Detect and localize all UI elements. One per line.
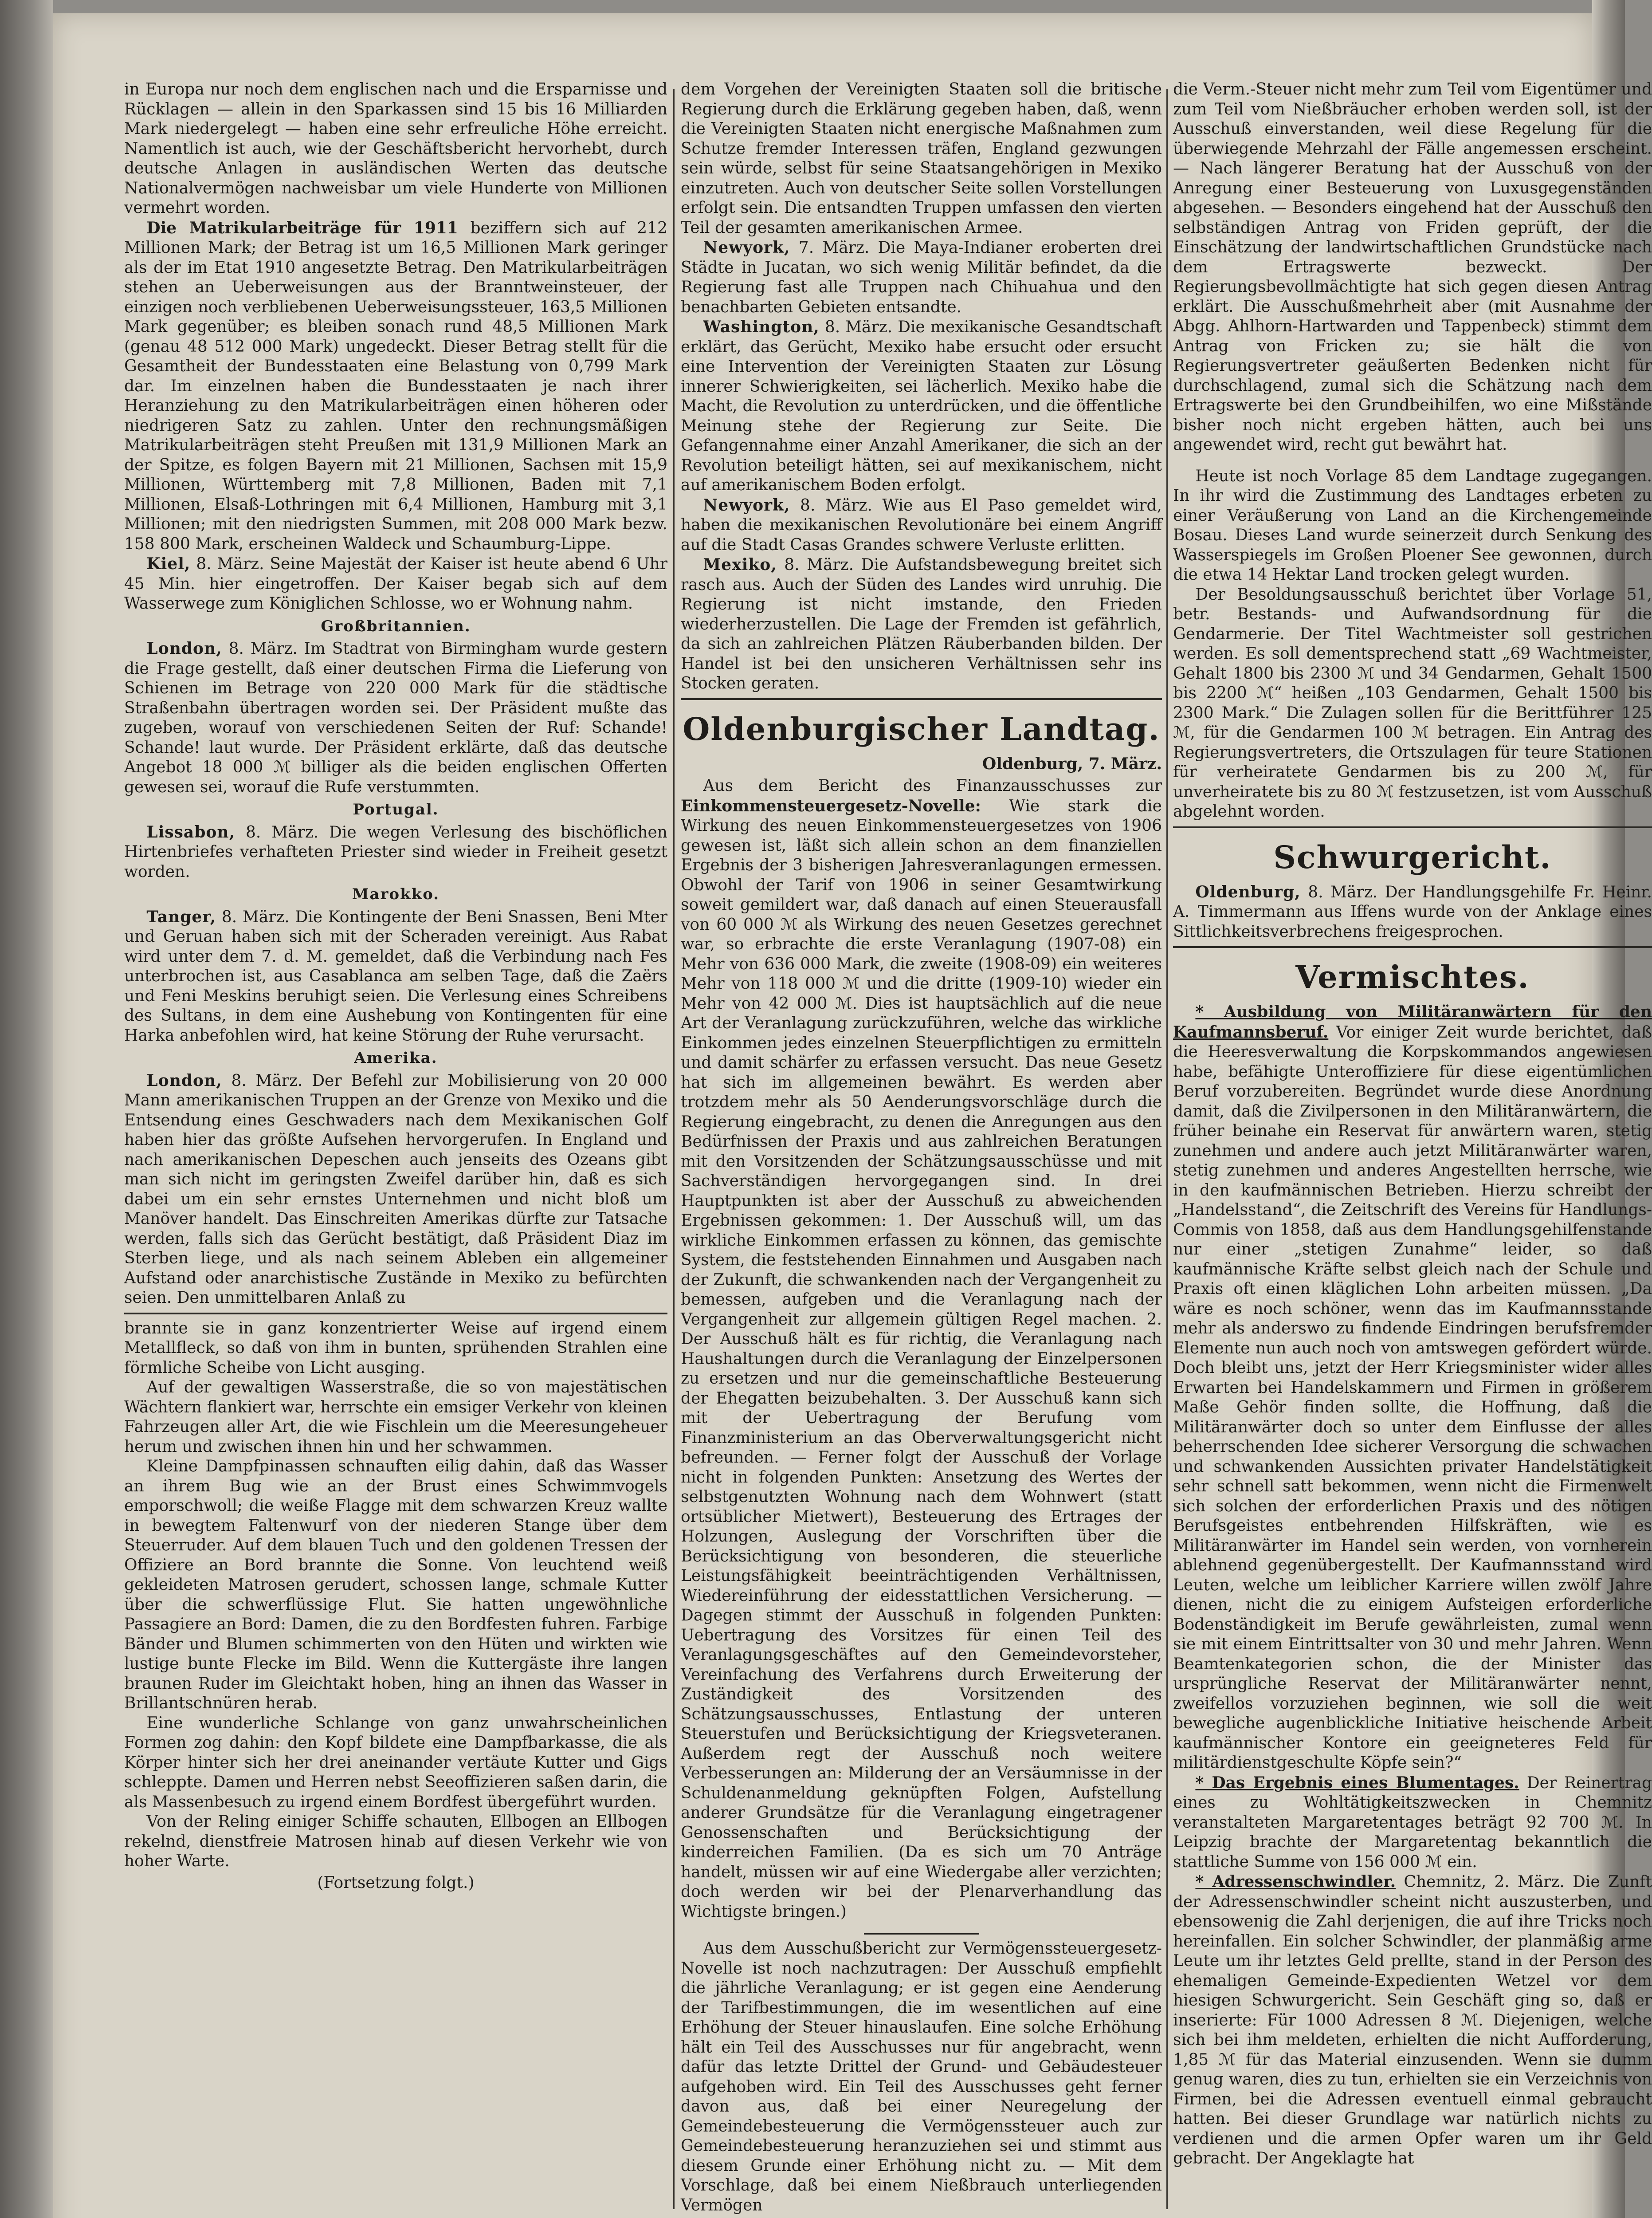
lead-phrase: * Adressenschwindler.: [1195, 1872, 1396, 1891]
dateline: Newyork,: [703, 238, 790, 257]
lead-phrase: Einkommensteuergesetz-Novelle:: [681, 796, 981, 815]
paragraph-text: Chemnitz, 2. März. Die Zunft der Adressenschwindler scheint nicht auszusterben, und ebensowenig die Zahl derjenigen, die auf ihre Tricks noch hereinfallen. Ein solcher Schwindler, der planmäßig arme Leute um ihr letztes Geld prellte, stand in der Person des ehemaligen Gemeinde-Expedienten Wetzel vor dem hiesigen Schwurgericht. Sein Geschäft ging so, daß er inserierte: Für 1000 Adressen 8 ℳ. Diejenigen, welche sich bei ihm meldeten, erhielten die nicht Aufforderung, 1,85 ℳ für das Material einzusenden. Wenn sie dumm genug waren, dies zu tun, erhielten sie ein Verzeichnis von Firmen, bei die Adressen eventuell einmal gebraucht hatten. Bei dieser Grundlage war natürlich nichts zu verdienen und die armen Opfer waren um ihr Geld gebracht. Der Angeklagte hat: [1173, 1873, 1652, 2167]
paragraph-text: Vor einiger Zeit wurde berichtet, daß die Heeresverwaltung die Korpskommandos angewiesen habe, befähigte Unteroffiziere für diese eigentümlichen Beruf vorzubereiten. Begründet wurde diese Anordnung damit, daß die Zivilpersonen in den Militäranwärtern, die früher beinahe ein Reservat für anwärtern waren, stetig zunehmen und andere auch jetzt Militäranwärter waren, stetig zunehmen und anderes Angestellten herrsche, wie in den kaufmännischen Betrieben. Hierzu schreibt der „Handelsstand“, die Zeitschrift des Vereins für Handlungs-Commis von 1858, daß aus dem Handlungsgehilfenstande nur einer „stetigen Zunahme“ leider, so daß kaufmännische Kräfte selbst gleich nach der Schule und Praxis oft einen kläglichen Lohn arbeiten müssen. „Da wäre es noch schöner, wenn das im Kaufmannsstande mehr als anderswo zu findende Eindringen berufsfremder Elemente nun auch noch von amtswegen gefördert würde. Doch bleibt uns, jetzt der Herr Kriegsminister wider alles Erwarten bei Handelskammern und Firmen in größerem Maße Gehör finden sollte, die Hoffnung, daß die Militäranwärter doch so unter dem Einflusse der alles beherrschenden Idee sicherer Versorgung die schwachen und schwankenden Aussichten privater Handelstätigkeit sehr schnell satt bekommen, wenn nicht die Firmenwelt sich solchen der erforderlichen Praxis und des nötigen Berufsgeistes entbehrenden Hilfskräften, wie es Militäranwärter im Handel sein werden, von vornherein ablehnend gegenübergestellt. Der Kaufmannsstand wird Leuten, welche um leiblicher Karriere willen zwölf Jahre dienen, nicht die zu einigem Aufsteigen erforderliche Bodenständigkeit im Berufe gewährleisten, zumal wenn sie mit einem Eintrittsalter von 30 und mehr Jahren. Wenn Beamtenkategorien schon, die der Minister das ursprüngliche Reservat der Militäranwärter nennt, zweifellos vorzuziehen beginnen, wie soll die weit bewegliche augenblickliche Initiative heischende Arbeit kaufmännischer Kontore ein geeigneteres Feld für militärdienstgeschulte Köpfe sein?“: [1173, 1023, 1652, 1772]
paragraph-text: 7. März. Die Maya-Indianer eroberten drei Städte in Jucatan, wo sich wenig Militär befindet, da die Regierung fast alle Truppen nach Chihuahua und den benachbarten Gebieten entsandte.: [681, 239, 1162, 316]
dateline: Washington,: [703, 318, 820, 336]
article-paragraph: [124, 907, 667, 1046]
country-heading: Portugal.: [353, 801, 439, 818]
dateline: Tanger,: [146, 907, 216, 926]
dateline: Newyork,: [703, 496, 790, 515]
dateline: Kiel,: [146, 554, 191, 573]
short-divider: [864, 1933, 979, 1935]
paragraph-text: 8. März. Die Aufstandsbewegung breitet sich rasch aus. Auch der Süden des Landes wird unruhig. Die Regierung ist nicht imstande, den Frieden wiederherzustellen. Die Lage der Fremden ist gefährlich, da sich an zahlreichen Plätzen Räuberbanden bilden. Der Handel ist bei den unsicheren Verhältnissen sehr ins Stocken geraten.: [681, 556, 1162, 692]
article-paragraph: dem Vorgehen der Vereinigten Staaten soll die britische Regierung durch die Erklärung gegeben haben, daß, wenn die Vereinigten Staaten nicht energische Maßnahmen zum Schutze fremder Interessen träfen, England gezwungen sein würde, selbst für seine Staatsangehörigen in Mexiko einzutreten. Auch von deutscher Seite sollen Vorstellungen erfolgt sein. Die entsandten Truppen umfassen den vierten Teil der gesamten amerikanischen Armee.: [681, 80, 1162, 237]
article-paragraph: [1173, 1773, 1652, 1872]
lead-phrase: Die Matrikularbeiträge für 1911: [146, 218, 458, 237]
country-heading: Marokko.: [352, 885, 440, 903]
article-paragraph: [124, 1071, 667, 1308]
scan-left-edge: [0, 0, 53, 2218]
paragraph-text: 8. März. Die wegen Verlesung des bischöflichen Hirtenbriefes verhafteten Priester sind wieder in Freiheit gesetzt worden.: [124, 823, 667, 881]
article-paragraph: in Europa nur noch dem englischen nach und die Ersparnisse und Rücklagen — allein in den Sparkassen sind 15 bis 16 Milliarden Mark niedergelegt — haben eine sehr erfreuliche Höhe erreicht. Namentlich ist auch, wie der Geschäftsbericht hervorhebt, durch deutsche Anlagen in ausländischen Werten das deutsche Nationalvermögen nachweisbar um viele Hunderte von Millionen vermehrt worden.: [124, 80, 667, 217]
paragraph-intro: Aus dem Bericht des Finanzausschusses zur: [703, 777, 1162, 795]
article-paragraph: [681, 496, 1162, 555]
article-paragraph: [1173, 1872, 1652, 2169]
paragraph-text: Der Reinertrag eines zu Wohltätigkeitszwecken in Chemnitz veranstalteten Margaretentages beträgt 92 700 ℳ. In Leipzig brachte der Margaretentag bekanntlich die stattliche Summe von 156 000 ℳ ein.: [1173, 1774, 1652, 1871]
column-3: [1173, 80, 1652, 2218]
dateline: Oldenburg, 7. März.: [982, 754, 1162, 773]
country-heading: Amerika.: [354, 1049, 438, 1067]
feuilleton-divider: [124, 1313, 667, 1314]
dateline: Mexiko,: [703, 555, 777, 574]
article-paragraph: [124, 639, 667, 797]
article-paragraph: [1173, 1002, 1652, 1773]
article-paragraph: [124, 822, 667, 882]
country-heading: Großbritannien.: [321, 617, 471, 635]
article-paragraph: Der Besoldungsausschuß berichtet über Vorlage 51, betr. Bestands- und Aufwandsordnung für die Gendarmerie. Der Titel Wachtmeister soll gestrichen werden. Es soll dementsprechend statt „69 Wachtmeister, Gehalt 1800 bis 2300 ℳ und 34 Gendarmen, Gehalt 1500 bis 2200 ℳ“ heißen „103 Gendarmen, Gehalt 1500 bis 2300 Mark.“ Die Zulagen sollen für die Berittführer 125 ℳ, für die Gendarmen 100 ℳ betragen. Ein Antrag des Regierungsvertreters, die Ortszulagen für teure Stationen für verheiratete Gendarmen bis zu 200 ℳ, für unverheiratete bis zu 80 ℳ festzusetzen, ist vom Ausschuß abgelehnt worden.: [1173, 585, 1652, 821]
dateline: London,: [146, 639, 222, 658]
article-paragraph: [681, 555, 1162, 694]
section-divider: [681, 698, 1162, 700]
article-paragraph: [681, 317, 1162, 496]
paragraph-text: 8. März. Die mexikanische Gesandtschaft erklärt, das Gerücht, Mexiko habe ersucht oder ersucht eine Intervention der Vereinigten Staaten zur Lösung innerer Schwierigkeiten, sei lächerlich. Mexiko habe die Macht, die Revolution zu unterdrücken, und die öffentliche Meinung stehe der Regierung zur Seite. Die Gefangennahme einer Anzahl Amerikaner, die sich an der Revolution beteiligt hätten, sei auf mexikanischem, nicht auf amerikanischem Boden erfolgt.: [681, 318, 1162, 494]
dateline: London,: [146, 1071, 222, 1090]
column-rule-right: [1166, 89, 1168, 2209]
column-rule-left: [673, 89, 675, 2209]
article-paragraph: die Verm.-Steuer nicht mehr zum Teil vom Eigentümer und zum Teil vom Nießbräucher erhoben werden soll, ist der Ausschuß einverstanden, weil diese Regelung für die überwiegende Mehrzahl der Fälle angemessen erscheint. — Nach längerer Beratung hat der Ausschuß von der Anregung einer Besteuerung von Luxusgegenständen abgesehen. — Besonders eingehend hat der Ausschuß den selbständigen Antrag von Friden geprüft, der die Einschätzung der landwirtschaftlichen Grundstücke nach dem Ertragswerte bezweckt. Der Regierungsbevollmächtigte hat sich gegen diesen Antrag erklärt. Die Ausschußmehrheit aber (mit Ausnahme der Abgg. Ahlhorn-Hartwarden und Tappenbeck) stimmt dem Antrag von Fricken zu; sie hält die von Regierungsvertreter geäußerten Bedenken nicht für durchschlagend, zumal sich die Schätzung nach dem Ertragswerte bei den Grundbeihilfen, wo eine Mißstände bisher noch nicht ergeben hätten, auch bei uns angewendet wird, recht gut bewährt hat.: [1173, 80, 1652, 454]
section-title-landtag: Oldenburgischer Landtag.: [683, 710, 1160, 747]
section-divider: [1173, 946, 1652, 948]
spacer: [1173, 455, 1652, 467]
feuilleton-paragraph: Eine wunderliche Schlange von ganz unwahrscheinlichen Formen zog dahin: den Kopf bildete eine Dampfbarkasse, die als Körper hinter sich her drei aneinander vertäute Kutter und Gigs schleppte. Damen und Herren nebst Seeoffizieren saßen darin, die als Massenbesuch zu irgend einem Bordfest übergeführt wurden.: [124, 1714, 667, 1811]
article-paragraph: [124, 218, 667, 554]
article-paragraph: Heute ist noch Vorlage 85 dem Landtage zugegangen. In ihr wird die Zustimmung des Landtages erbeten zu einer Veräußerung von Land an die Kirchengemeinde Bosau. Dieses Land wurde seinerzeit durch Senkung des Wasserspiegels im Großen Ploener See gewonnen, durch die etwa 14 Hektar Land trocken gelegt wurden.: [1173, 467, 1652, 584]
paragraph-text: 8. März. Der Befehl zur Mobilisierung von 20 000 Mann amerikanischen Truppen an der Grenze von Mexiko und die Entsendung eines Geschwaders nach dem Mexikanischen Golf haben hier das größte Aufsehen hervorgerufen. In England und nach amerikanischen Depeschen auch jenseits des Ozeans gibt man sich nicht im geringsten Zweifel darüber hin, daß es sich dabei um ein sehr ernstes Unternehmen und nicht bloß um Manöver handelt. Das Einschreiten Amerikas dürfte zur Tatsache werden, falls sich das Gerücht bestätigt, daß Präsident Diaz im Sterben liege, und als nach seinem Ableben ein allgemeiner Aufstand oder anarchistische Zustände in Mexiko zu befürchten seien. Den unmittelbaren Anlaß zu: [124, 1071, 668, 1307]
paragraph-text: Wie stark die Wirkung des neuen Einkommensteuergesetzes von 1906 gewesen ist, läßt sich allein schon an dem finanziellen Ergebnis der 3 bisherigen Jahresveranlagungen ermessen. Obwohl der Tarif von 1906 in seiner Gesamtwirkung soweit gemildert war, daß danach auf einen Steuerausfall von 60 000 ℳ als Wirkung des neuen Gesetzes gerechnet war, so erbrachte die erste Veranlagung (1907-08) ein Mehr von 636 000 Mark, die zweite (1908-09) ein weiteres Mehr von 118 000 ℳ und die dritte (1909-10) wieder ein Mehr von 42 000 ℳ. Dies ist hauptsächlich auf die neue Art der Veranlagung zurückzuführen, welche das wirkliche Einkommen jedes einzelnen Steuerpflichtigen zu ermitteln und damit schärfer zu erfassen versucht. Das neue Gesetz hat sich im allgemeinen bewährt. Es werden aber trotzdem mehr als 50 Aenderungsvorschläge durch die Regierung eingebracht, zu denen die Anregungen aus den Bedürfnissen der Praxis und aus zahlreichen Beratungen mit den Vorsitzenden der Schätzungsausschüsse und mit Sachverständigen hervorgegangen sind. In drei Hauptpunkten ist aber der Ausschuß zu abweichenden Ergebnissen gekommen: 1. Der Ausschuß will, um das wirkliche Einkommen erfassen zu können, das gemischte System, die feststehenden Einnahmen und Ausgaben nach der Zukunft, die schwankenden nach der Vergangenheit zu bemessen, aufgeben und die Veranlagung nach der Vergangenheit zur allgemein gültigen Regel machen. 2. Der Ausschuß hält es für richtig, die Veranlagung nach Haushaltungen durch die Veranlagung der Einzelpersonen zu ersetzen und nur die gemeinschaftliche Besteuerung der Ehegatten beizubehalten. 3. Der Ausschuß kann sich mit der Uebertragung der Berufung vom Finanzministerium an das Oberverwaltungsgericht nicht befreunden. — Ferner folgt der Ausschuß der Vorlage nicht in folgenden Punkten: Ansetzung des Wertes der selbstgenutzten Wohnung nach dem Wohnwert (statt ortsüblicher Mietwert), Besteuerung des Ertrages der Holzungen, Auslegung der Vorschriften über die Berücksichtigung von besonderen, die steuerliche Leistungsfähigkeit beeinträchtigenden Verhältnissen, Wiedereinführung der eidesstattlichen Versicherung. — Dagegen stimmt der Ausschuß in folgenden Punkten: Uebertragung des Vorsitzes für einen Teil des Veranlagungsgeschäftes auf den Gemeindevorsteher, Vereinfachung des Verfahrens durch Erweiterung der Zuständigkeit des Vorsitzenden des Schätzungsausschusses, Entlastung der unteren Steuerstufen und Berücksichtigung der Kriegsveteranen. Außerdem regt der Ausschuß noch weitere Verbesserungen an: Milderung der an Versäumnisse in der Schuldenanmeldung geknüpften Folgen, Aufstellung anderer Grundsätze für die Veranlagung eingetragener Genossenschaften und Berücksichtigung der kinderreichen Familien. (Da es sich um 70 Anträge handelt, müssen wir auf eine Wiedergabe aller verzichten; doch werden wir bei der Plenarverhandlung das Wichtigste bringen.): [681, 797, 1162, 1921]
paragraph-text: 8. März. Seine Majestät der Kaiser ist heute abend 6 Uhr 45 Min. hier eingetroffen. Der Kaiser begab sich auf dem Wasserwege zum Königlichen Schlosse, wo er Wohnung nahm.: [124, 555, 667, 613]
article-paragraph: Aus dem Ausschußbericht zur Vermögenssteuergesetz-Novelle ist noch nachzutragen: Der Ausschuß empfiehlt die jährliche Veranlagung; er ist gegen eine Aenderung der Tarifbestimmungen, die im wesentlichen auf eine Erhöhung der Steuer hinauslaufen. Eine solche Erhöhung hält ein Teil des Ausschusses nur für angebracht, wenn dafür das letzte Drittel der Grund- und Gebäudesteuer aufgehoben wird. Ein Teil des Ausschusses geht ferner davon aus, daß bei einer Neuregelung der Gemeindebesteuerung die Vermögenssteuer auch zur Gemeindebesteuerung heranzuziehen sei und stimmt aus diesem Grunde einer Erhöhung nicht zu. — Mit dem Vorschlage, daß bei einem Nießbrauch unterliegenden Vermögen: [681, 1939, 1162, 2214]
newspaper-page: [53, 13, 1652, 2218]
section-divider: [1173, 826, 1652, 828]
article-paragraph: [681, 776, 1162, 1922]
lead-phrase: * Das Ergebnis eines Blumentages.: [1195, 1773, 1519, 1792]
section-title-vermischtes: Vermischtes.: [1295, 959, 1530, 995]
lead-phrase: * Ausbildung von Militäranwärtern für den Kaufmannsberuf.: [1173, 1003, 1652, 1042]
feuilleton-paragraph: Von der Reling einiger Schiffe schauten, Ellbogen an Ellbogen rekelnd, dienstfreie Matrosen hinab auf diesen Verkehr wie von hoher Warte.: [124, 1813, 667, 1870]
column-1: [124, 80, 667, 2218]
article-paragraph: [681, 238, 1162, 317]
feuilleton-paragraph: Auf der gewaltigen Wasserstraße, die so von majestätischen Wächtern flankiert war, herrschte ein emsiger Verkehr von kleinen Fahrzeugen aller Art, die wie Fischlein um die Meeresungeheuer herum und zwischen ihnen hin und her schwammen.: [124, 1378, 667, 1456]
dateline: Oldenburg,: [1195, 882, 1301, 901]
paragraph-text: 8. März. Der Handlungsgehilfe Fr. Heinr. A. Timmermann aus Iffens wurde von der Anklage eines Sittlichkeitsverbrechens freigesprochen.: [1173, 883, 1652, 941]
section-title-schwurgericht: Schwurgericht.: [1273, 838, 1552, 876]
continuation-note: (Fortsetzung folgt.): [317, 1873, 475, 1892]
spacer: [681, 1922, 1162, 1933]
article-paragraph: [1173, 882, 1652, 942]
feuilleton-paragraph: Kleine Dampfpinassen schnauften eilig dahin, daß das Wasser an ihrem Bug wie an der Brust eines Schwimmvogels emporschwoll; die weiße Flagge mit dem schwarzen Kreuz wallte in bewegtem Faltenwurf von der niederen Stange über dem Steuerruder. Auf dem blauen Tuch und den goldenen Tressen der Offiziere an Bord brannte die Sonne. Von leuchtend weiß gekleideten Matrosen gerudert, schossen lange, schmale Kutter über die schwerflüssige Flut. Sie hatten ungewöhnliche Passagiere an Bord: Damen, die zu den Bordfesten fuhren. Farbige Bänder und Blumen schimmerten von den Hüten und wirkten wie lustige bunte Flecke im Bild. Wenn die Kuttergäste ihre langen braunen Ruder im Gleichtakt hoben, hing an ihnen das Wasser in Brillantschnüren herab.: [124, 1457, 667, 1712]
article-paragraph: [124, 554, 667, 614]
column-2: [681, 80, 1162, 2218]
paragraph-text: 8. März. Im Stadtrat von Birmingham wurde gestern die Frage gestellt, daß einer deutschen Firma die Lieferung von Schienen im Betrage von 220 000 Mark für die städtische Straßenbahn übertragen worden sei. Der Präsident mußte das zugeben, worauf von verschiedenen Seiten der Ruf: Schande! Schande! laut wurde. Der Präsident erklärte, daß das deutsche Angebot 18 000 ℳ billiger als die beiden englischen Offerten gewesen sei, worauf die Rufe verstummten.: [124, 640, 667, 796]
paragraph-text: beziffern sich auf 212 Millionen Mark; der Betrag ist um 16,5 Millionen Mark geringer als der im Etat 1910 angesetzte Betrag. Den Matrikularbeiträgen stehen an Ueberweisungen aus der Branntweinsteuer, der einzigen noch verbliebenen Ueberweisungssteuer, 163,5 Millionen Mark gegenüber; es bleiben sonach rund 48,5 Millionen Mark (genau 48 512 000 Mark) ungedeckt. Dieser Betrag stellt für die Gesamtheit der Bundesstaaten eine Belastung von 0,799 Mark dar. Im einzelnen haben die Bundesstaaten je nach ihrer Heranziehung zu den Matrikularbeiträgen einen höheren oder niedrigeren Satz zu zahlen. Unter den rechnungsmäßigen Matrikularbeiträgen steht Preußen mit 131,9 Millionen Mark an der Spitze, es folgen Bayern mit 21 Millionen, Sachsen mit 15,9 Millionen, Württemberg mit 7,8 Millionen, Baden mit 7,1 Millionen, Elsaß-Lothringen mit 6,4 Millionen, Hamburg mit 3,1 Millionen; mit den niedrigsten Summen, mit 208 000 Mark bezw. 158 800 Mark, erscheinen Waldeck und Schaumburg-Lippe.: [124, 219, 667, 553]
paragraph-text: 8. März. Die Kontingente der Beni Snassen, Beni Mter und Geruan haben sich mit der Scheraden vereinigt. Aus Rabat wird unter dem 7. d. M. gemeldet, daß die Verbindung nach Fes unterbrochen ist, aus Casablanca am selben Tage, daß die Zaërs und Feni Meskins beruhigt seien. Die Verlesung eines Schreibens des Sultans, in dem eine Aushebung von Kontingenten für eine Harka anbefohlen wird, hat keine Störung der Ruhe verursacht.: [124, 908, 667, 1045]
feuilleton-paragraph: brannte sie in ganz konzentrierter Weise auf irgend einem Metallfleck, so daß von ihm in bunten, sprühenden Strahlen eine förmliche Scheibe von Licht ausging.: [124, 1319, 667, 1377]
dateline: Lissabon,: [146, 822, 235, 842]
paragraph-text: 8. März. Wie aus El Paso gemeldet wird, haben die mexikanischen Revolutionäre bei einem Angriff auf die Stadt Casas Grandes schwere Verluste erlitten.: [681, 496, 1162, 554]
